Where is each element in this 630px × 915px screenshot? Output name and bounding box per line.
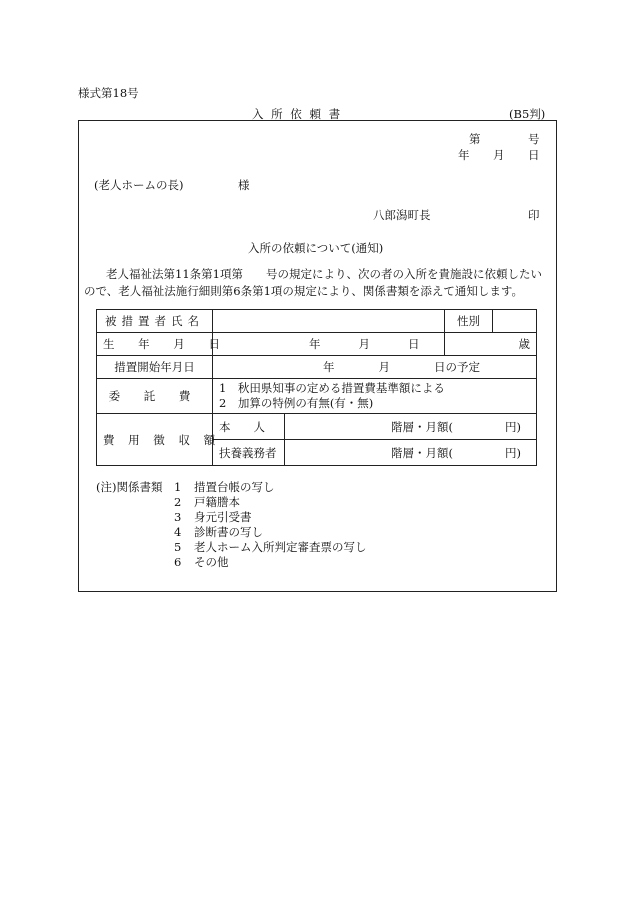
table-row-name <box>97 310 537 333</box>
start-year: 年 <box>323 360 335 374</box>
note-text: 戸籍謄本 <box>194 495 240 509</box>
doc-number-go: 号 <box>528 132 540 146</box>
birth-year: 年 <box>309 337 321 351</box>
note-num: 4 <box>174 525 182 539</box>
date-month: 月 <box>493 148 505 162</box>
notes-label: (注)関係書類 <box>96 480 163 494</box>
start-label: 措置開始年月日 <box>97 356 213 379</box>
addressee-name: (老人ホームの長) <box>94 178 184 192</box>
table-row-fee-self <box>97 414 537 440</box>
note-num: 3 <box>174 510 182 524</box>
fee-guardian-field[interactable] <box>285 440 537 466</box>
table-row-start <box>97 356 537 379</box>
gender-field[interactable] <box>493 310 537 333</box>
seal-mark: 印 <box>528 208 540 222</box>
birth-field[interactable] <box>213 333 445 356</box>
note-row <box>96 540 367 555</box>
birth-label: 生 年 月 日 <box>97 333 213 356</box>
note-row <box>96 480 367 495</box>
body-paragraph <box>84 266 544 300</box>
date-year: 年 <box>458 148 470 162</box>
consign-label: 委 託 費 <box>97 379 213 414</box>
note-num: 6 <box>174 555 182 569</box>
start-field[interactable] <box>213 356 537 379</box>
body-line-1: 老人福祉法第11条第1項第 号の規定により、次の者の入所を貴施設に依頼したい <box>106 267 542 281</box>
fee-self-unit: 円) <box>505 419 521 434</box>
table-row-birth <box>97 333 537 356</box>
sender-name: 八郎潟町長 <box>373 208 431 222</box>
birth-day: 日 <box>408 337 420 351</box>
note-text: その他 <box>194 555 229 569</box>
consign-item-1: 1 秋田県知事の定める措置費基準額による <box>219 381 445 395</box>
birth-month: 月 <box>358 337 370 351</box>
subject: 入所の依頼について(通知) <box>248 241 384 255</box>
consign-item-2: 2 加算の特例の有無(有・無) <box>219 396 374 410</box>
note-row <box>96 510 367 525</box>
doc-number-dai: 第 <box>469 132 481 146</box>
age-unit: 歳 <box>518 337 531 351</box>
subject-info-table <box>96 309 537 466</box>
note-row <box>96 555 367 570</box>
fee-label: 費 用 徴 収 額 <box>97 414 213 466</box>
table-row-consign <box>97 379 537 414</box>
document-title: 入 所 依 頼 書 <box>252 107 343 121</box>
note-text: 身元引受書 <box>194 510 252 524</box>
fee-guardian-unit: 円) <box>505 445 521 460</box>
note-num: 2 <box>174 495 182 509</box>
note-num: 5 <box>174 540 182 554</box>
fee-guardian-text: 階層・月額( <box>391 445 453 460</box>
form-number: 様式第18号 <box>78 86 139 100</box>
note-text: 診断書の写し <box>194 525 263 539</box>
fee-self-label: 本 人 <box>213 414 285 440</box>
start-month: 月 <box>378 360 390 374</box>
age-field[interactable] <box>445 333 537 356</box>
start-day: 日の予定 <box>434 360 480 374</box>
note-num: 1 <box>174 480 182 494</box>
notes-section <box>96 480 367 570</box>
fee-self-field[interactable] <box>285 414 537 440</box>
name-label: 被措置者氏名 <box>97 310 213 333</box>
addressee-sama: 様 <box>238 178 250 192</box>
consign-field <box>213 379 537 414</box>
note-row <box>96 525 367 540</box>
body-line-2: ので、老人福祉法施行細則第6条第1項の規定により、関係書類を添えて通知します。 <box>84 284 523 298</box>
fee-self-text: 階層・月額( <box>391 419 453 434</box>
note-text: 措置台帳の写し <box>194 480 275 494</box>
note-text: 老人ホーム入所判定審査票の写し <box>194 540 367 554</box>
fee-guardian-label: 扶養義務者 <box>213 440 285 466</box>
name-field[interactable] <box>213 310 445 333</box>
paper-size: (B5判) <box>509 107 546 121</box>
date-day: 日 <box>528 148 540 162</box>
gender-label: 性別 <box>445 310 493 333</box>
note-row <box>96 495 367 510</box>
